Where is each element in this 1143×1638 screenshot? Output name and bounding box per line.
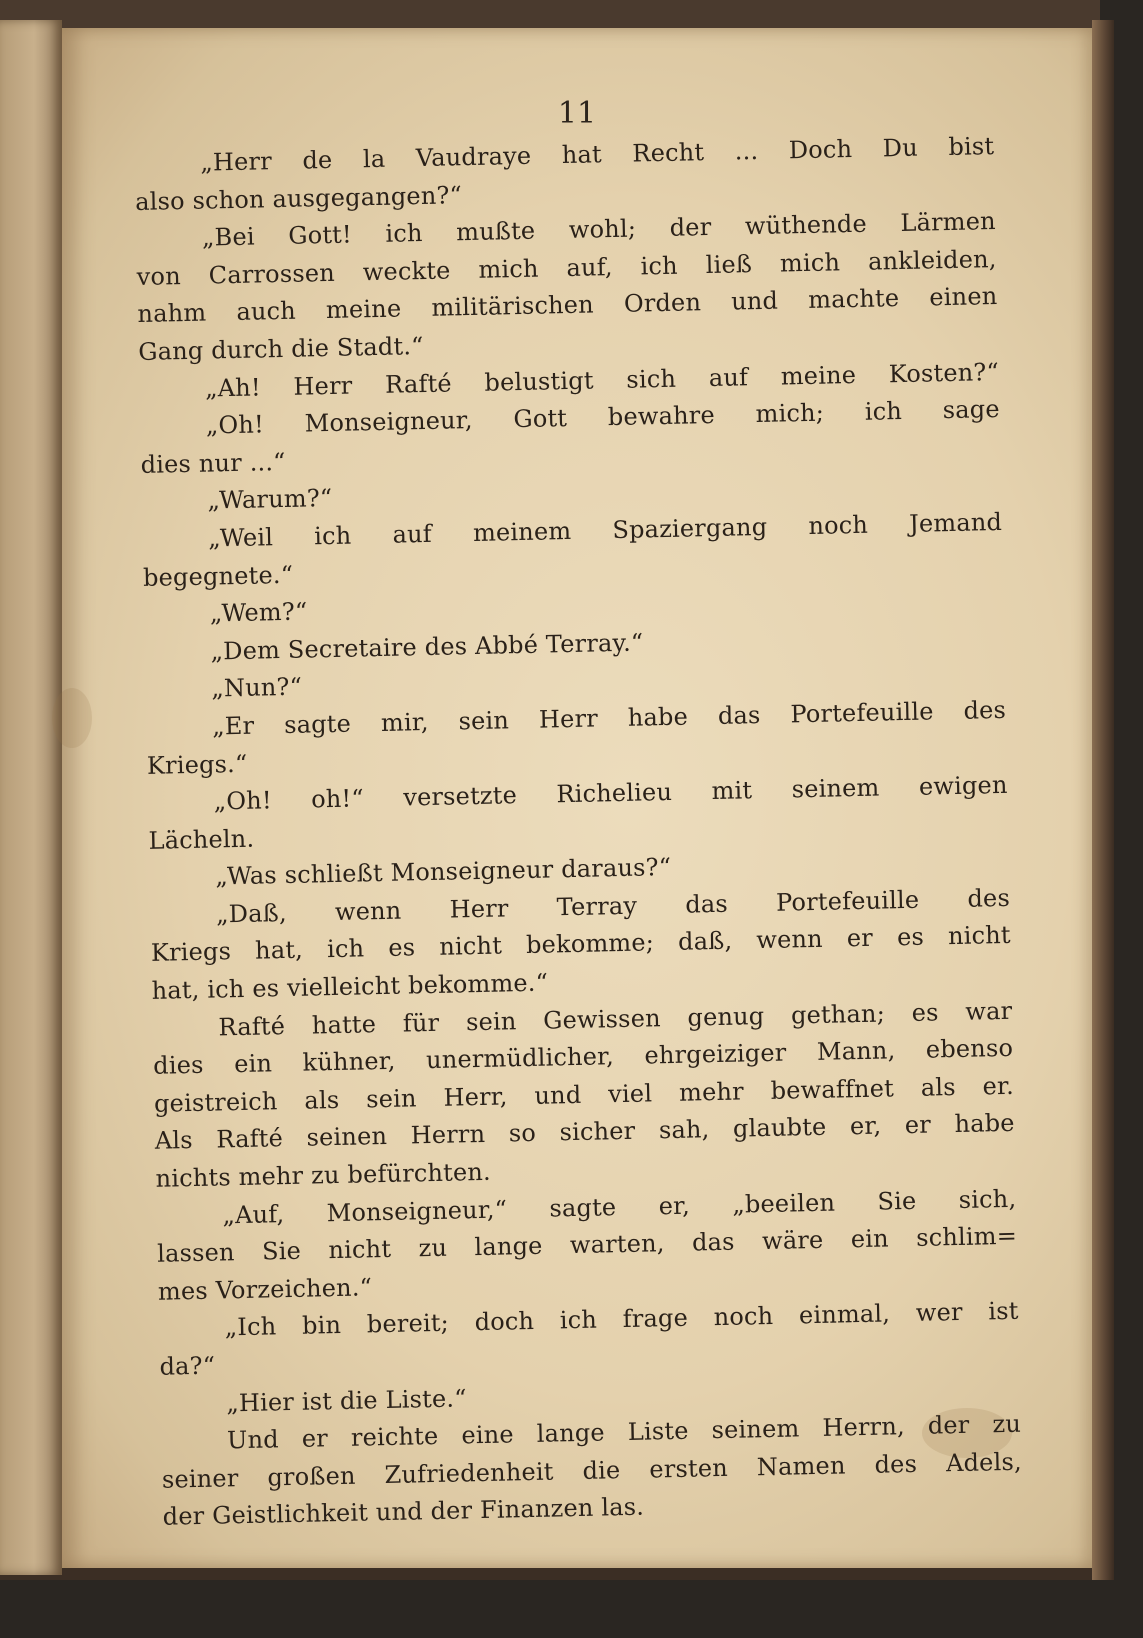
text-line: nichts mehr zu befürchten.: [155, 1157, 492, 1193]
text-line: „Daß, wenn Herr Terray das Portefeuille des: [215, 883, 1011, 929]
text-line: Gang durch die Stadt.“: [138, 331, 424, 366]
paper-stain: [52, 688, 92, 748]
text-line: „Herr de la Vaudraye hat Recht ... Doch Du bist: [200, 131, 995, 177]
text-line: dies ein kühner, unermüdlicher, ehrgeiziger Mann, ebenso: [152, 1034, 1014, 1081]
text-line: „Was schließt Monseigneur daraus?“: [215, 853, 672, 891]
text-line: also schon ausgegangen?“: [134, 180, 463, 216]
text-line: von Carrossen weckte mich auf, ich ließ mich ankleiden,: [136, 244, 997, 291]
text-line: Rafté hatte für sein Gewissen genug gethan; es war: [218, 996, 1013, 1042]
left-page-edge: [0, 20, 62, 1575]
text-line: der Geistlichkeit und der Finanzen las.: [162, 1492, 645, 1532]
text-line: mes Vorzeichen.“: [157, 1273, 373, 1306]
text-line: „Weil ich auf meinem Spaziergang noch Jemand: [207, 507, 1003, 553]
page-body-text: [134, 128, 1023, 1537]
text-line: da?“: [159, 1351, 216, 1381]
text-line: „Ah! Herr Rafté belustigt sich auf meine Kosten?“: [204, 357, 1000, 403]
text-line: lassen Sie nicht zu lange warten, das wäre ein schlim=: [156, 1221, 1018, 1268]
text-line: „Oh! Monseigneur, Gott bewahre mich; ich sage: [205, 395, 1000, 440]
text-line: „Bei Gott! ich mußte wohl; der wüthende Lärmen: [201, 207, 997, 252]
page-number: 11: [557, 96, 597, 131]
text-line: „Nun?“: [211, 672, 303, 703]
right-cover-edge: [1092, 20, 1114, 1580]
text-line: begegnete.“: [142, 560, 294, 592]
text-line: „Hier ist die Liste.“: [226, 1383, 467, 1417]
text-line: „Dem Secretaire des Abbé Terray.“: [210, 628, 644, 666]
text-line: geistreich als sein Herr, und viel mehr bewaffnet als er.: [153, 1071, 1015, 1118]
text-line: Als Rafté seinen Herrn so sicher sah, glaubte er, er habe: [154, 1109, 1015, 1156]
text-line: Kriegs.“: [146, 749, 248, 780]
text-line: „Oh! oh!“ versetzte Richelieu mit seinem ewigen: [213, 770, 1008, 816]
book-page: [62, 28, 1092, 1568]
text-line: „Auf, Monseigneur,“ sagte er, „beeilen Sie sich,: [222, 1184, 1017, 1230]
text-line: „Warum?“: [207, 484, 333, 515]
text-line: „Wem?“: [209, 597, 308, 628]
text-line: Und er reichte eine lange Liste seinem Herrn, der zu: [226, 1409, 1022, 1455]
text-line: dies nur ...“: [140, 447, 286, 479]
text-line: Lächeln.: [148, 824, 255, 855]
text-line: nahm auch meine militärischen Orden und machte einen: [137, 282, 998, 329]
text-line: „Er sagte mir, sein Herr habe das Portefeuille des: [211, 695, 1007, 741]
text-line: hat, ich es vielleicht bekomme.“: [151, 968, 549, 1005]
text-line: Kriegs hat, ich es nicht bekomme; daß, wenn er es nicht: [150, 921, 1012, 968]
text-line: „Ich bin bereit; doch ich frage noch einmal, wer ist: [224, 1297, 1019, 1342]
text-line: seiner großen Zufriedenheit die ersten Namen des Adels,: [161, 1447, 1023, 1494]
